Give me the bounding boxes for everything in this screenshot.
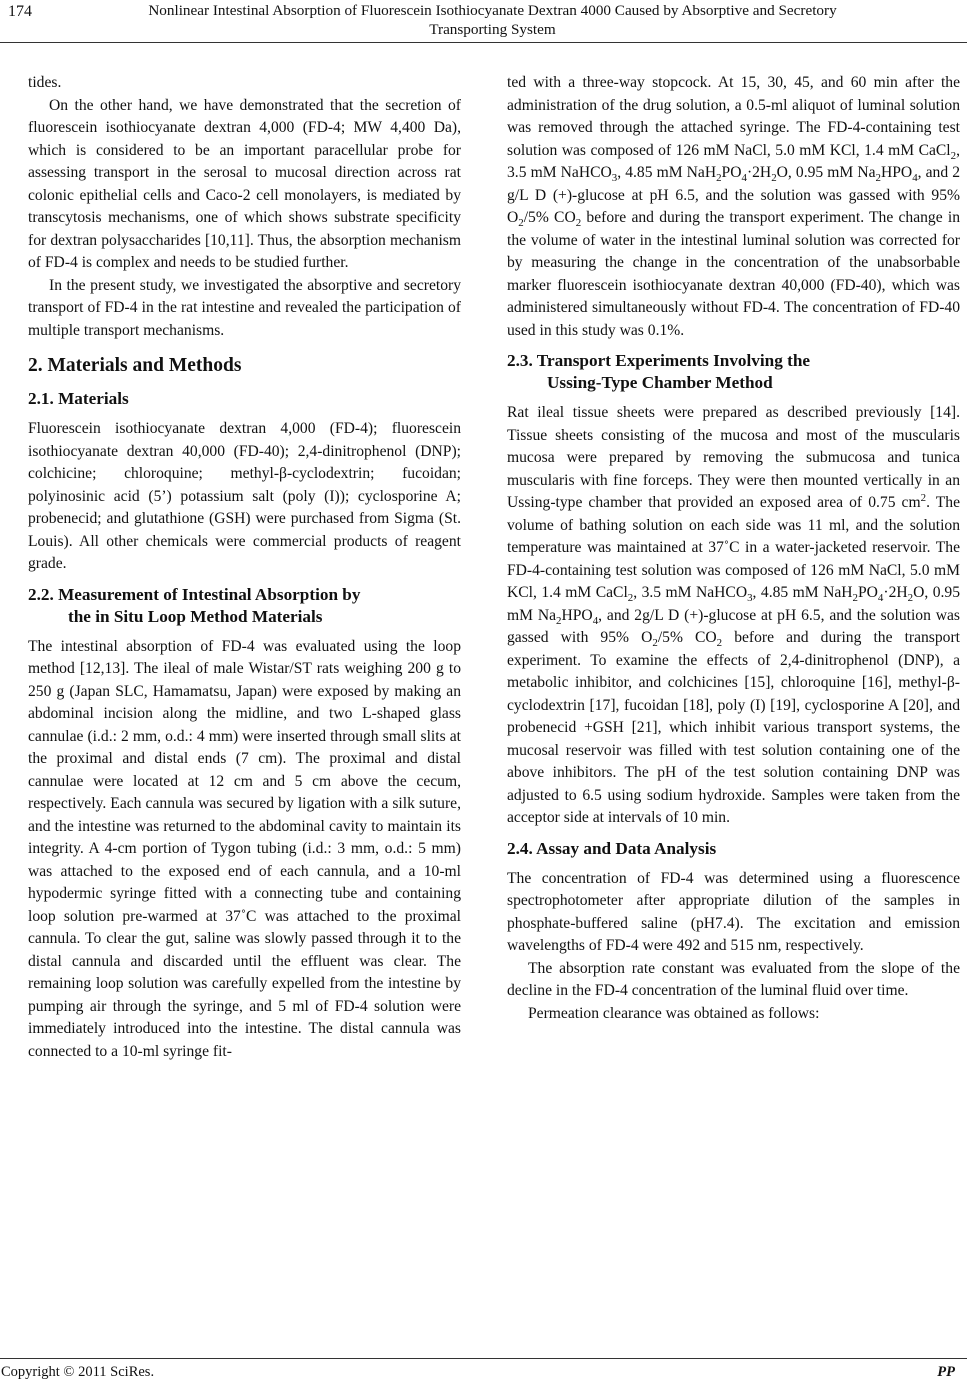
running-title-line-2: Transporting System xyxy=(429,21,556,38)
paragraph-other-hand: On the other hand, we have demonstrated that the secretion of fluorescein isothiocyanate dextran 4,000 (FD-4; MW 4,400 Da), which is considered to be an important paracellular probe for assessing transport in the serosal to mucosal direction across rat colonic epithelial cells and Caco-2 cell monolayers, is mediated by transcytosis mechanisms, one of which shows substrate specificity for dextran polysaccharides [10,11]. Thus, the absorption mechanism of FD-4 is complex and needs to be studied further. xyxy=(28,96,461,271)
page-header xyxy=(0,0,967,40)
paragraph-present-study: In the present study, we investigated the absorptive and secretory transport of FD-4 in the rat intestine and revealed the participation of multiple transport mechanisms. xyxy=(28,276,461,339)
paragraph-loop-method: The intestinal absorption of FD-4 was evaluated using the loop method [12,13]. The ileal of male Wistar/ST rats weighing 200 g to 250 g (Japan SLC, Hamamatsu, Japan) were exposed by making an abdominal incision along the midline, and two L-shaped glass cannulae (i.d.: 2 mm, o.d.: 4 mm) were inserted through small slits at the proximal and distal ends (7 cm). The proximal and distal cannulae were located at 12 cm and 5 cm above the cecum, respectively. Each cannula was secured by ligation with a silk suture, and the intestine was returned to the abdominal cavity to maintain its integrity. A 4-cm portion of Tygon tubing (i.d.: 3 mm, o.d.: 5 mm) was attached to the exposed end of each cannula, and a 10-ml hypodermic syringe fitted with a connecting tube and containing loop solution pre-warmed at 37˚C was attached to the proximal cannula. To clear the gut, saline was slowly passed through it to the distal cannula and discarded until the effluent was clear. The remaining loop solution was carefully expelled from the intestine by pumping air through the syringe, and 5 ml of FD-4 solution were immediately introduced into the intestine. The distal cannula was connected to a 10-ml syringe fit- xyxy=(28,637,461,1060)
paragraph-ussing: Rat ileal tissue sheets were prepared as described previously [14]. Tissue sheets consisting of the mucosa and most of the muscularis mucosa were prepared by removing the submucosa and tunica muscularis with fine forceps. They were then mounted vertically in an Ussing-type chamber that provided an exposed area of 0.75 $cm^2$. The volume of bathing solution on each side was 11 ml, and the solution temperature was maintained at 37˚C in a water-jacketed reservoir. The FD-4-containing test solution was composed of 126 mM NaCl, 5.0 mM KCl, 1.4 mM CaCl$_2$, 3.5 mM NaHCO$_3$, 4.85 mM $NaH_2PO_4\cdot 2H_2O$, 0.95 mM $Na_2HPO_4$, and 2g/L D (+)-glucose at pH 6.5, and the solution was gassed with 95% $O_2/5\%$ $CO_2$ before and during the transport experiment. To examine the effects of 2,4-dinitrophenol (DNP), a metabolic inhibitor, and colchicines [15], chloroquine [16], methyl-β-cyclodextrin [17], fucoidan [18], poly (I) [19], cyclosporine A [20], and probenecid +GSH [21], which inhibit various transport systems, the mucosal reservoir was filled with test solution containing one of the above inhibitors. The pH of the test solution containing DNP was adjusted to 6.5 using sodium hydroxide. Samples were taken from the acceptor side at intervals of 10 min. xyxy=(507,404,960,826)
paragraph-rate-constant: The absorption rate constant was evaluated from the slope of the decline in the FD-4 concentration of the luminal fluid over time. xyxy=(507,959,960,999)
paragraph-permeation: Permeation clearance was obtained as follows: xyxy=(528,1004,820,1022)
right-column xyxy=(507,72,960,1025)
paragraph-loop-continued: ted with a three-way stopcock. At 15, 30, 45, and 60 min after the administration of the drug solution, a 0.5-ml aliquot of luminal solution was removed through the attached syringe. The FD-4-containing test solution was composed of 126 mM NaCl, 5.0 mM KCl, 1.4 mM CaCl$_2$, 3.5 mM NaHCO$_3$, 4.85 mM $NaH_2PO_4\cdot 2H_2O$, 0.95 mM $Na_2HPO_4$, and 2 g/L D (+)-glucose at pH 6.5, and the solution was gassed with 95% $O_2/5\%$ $CO_2$ before and during the transport experiment. The change in the volume of water in the intestinal luminal solution was corrected for by measuring the change in the concentration of the unabsorbable marker fluorescein isothiocyanate dextran 40,000 (FD-40), which was administered simultaneously without FD-4. The concentration of FD-40 used in this study was 0.1%. xyxy=(507,74,961,339)
header-rule xyxy=(0,42,967,43)
heading-ussing-line-2: Ussing-Type Chamber Method xyxy=(547,373,773,392)
paragraph-materials: Fluorescein isothiocyanate dextran 4,000 (FD-4); fluorescein isothiocyanate dextran 40,000 (FD-40); 2,4-dinitrophenol (DNP); colchicine; chloroquine; methyl-β-cyclodextrin; fucoidan; polyinosinic acid (5’) potassium salt (poly (I)); cyclosporine A; probenecid; and glutathione (GSH) were purchased from Sigma (St. Louis). All other chemicals were commercial products of reagent grade. xyxy=(28,420,461,572)
paragraph-assay: The concentration of FD-4 was determined using a fluorescence spectrophotometer after appropriate dilution of the samples in phosphate-buffered saline (pH7.4). The excitation and emission wavelengths of FD-4 were 492 and 515 nm, respectively. xyxy=(507,869,960,954)
page-number: 174 xyxy=(8,3,32,20)
heading-materials: 2.1. Materials xyxy=(28,389,129,408)
running-title-line-1: Nonlinear Intestinal Absorption of Fluorescein Isothiocyanate Dextran 4000 Caused by Absorptive and Secretory xyxy=(148,2,837,19)
heading-ussing-line-1: 2.3. Transport Experiments Involving the xyxy=(507,351,811,370)
footer-rule xyxy=(0,1358,967,1359)
left-column xyxy=(28,72,461,1063)
heading-ussing-chamber xyxy=(507,350,960,394)
copyright-text: Copyright © 2011 SciRes. xyxy=(1,1364,155,1380)
journal-abbrev: PP xyxy=(937,1364,955,1380)
heading-measurement-line-1: 2.2. Measurement of Intestinal Absorption by xyxy=(28,584,361,604)
paragraph-tides: tides. xyxy=(28,74,62,91)
heading-assay: 2.4. Assay and Data Analysis xyxy=(507,838,717,858)
heading-measurement-line-2: the in Situ Loop Method Materials xyxy=(68,606,323,626)
heading-measurement xyxy=(28,584,461,628)
running-title xyxy=(40,1,945,39)
heading-materials-and-methods: 2. Materials and Methods xyxy=(28,355,242,376)
